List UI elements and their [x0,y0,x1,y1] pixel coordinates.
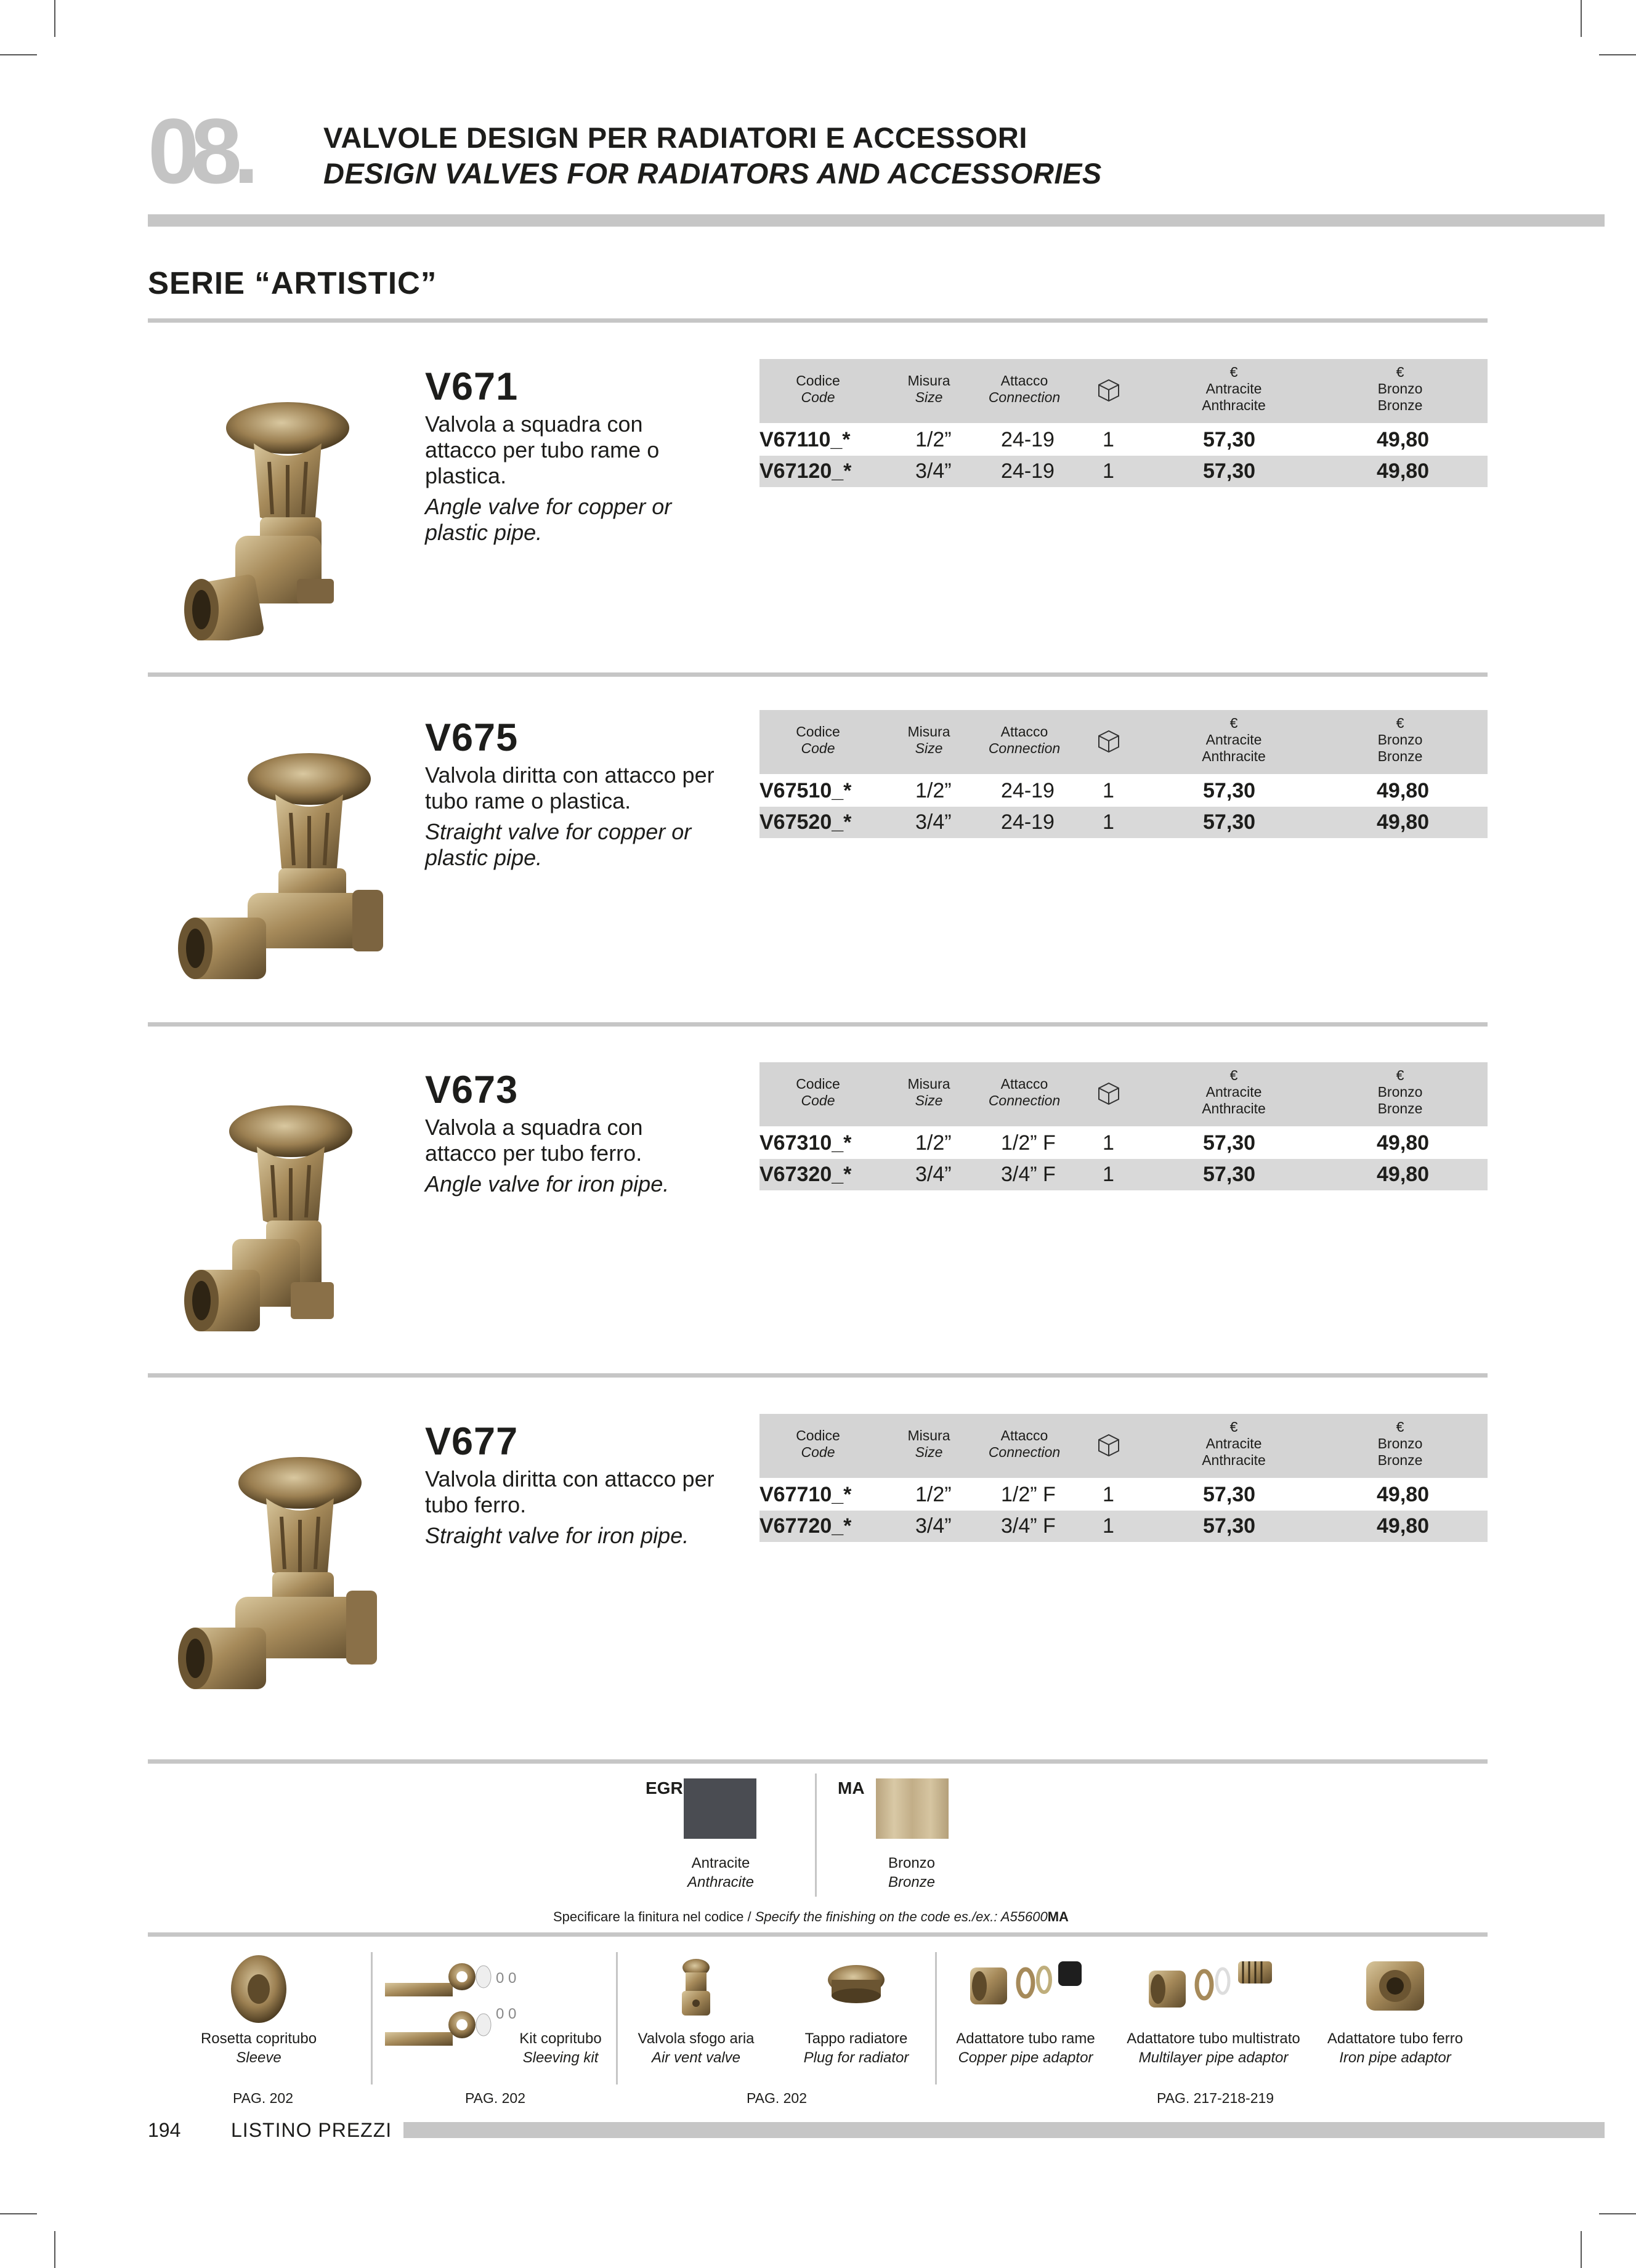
crop-mark [1599,54,1636,55]
product-description-en: Angle valve for iron pipe. [425,1171,670,1197]
th-size: Misura Size [907,1076,950,1108]
chapter-number: 08. [148,99,251,203]
page-ref: PAG. 217-218-219 [1157,2090,1274,2106]
header-bar [148,214,1605,227]
table-header [759,710,1488,774]
accessory-divider [371,1952,373,2084]
price-table [759,359,1488,487]
table-row: V67510_* 1/2” 24-19 1 57,30 49,80 [759,779,1430,802]
accessory-sleeve: Rosetta copritubo Sleeve [200,2030,317,2066]
th-bronze: € Bronzo Bronze [1377,715,1423,764]
copper-pipe-adaptor-image [967,1952,1084,2014]
product-code: V675 [425,716,519,759]
sleeve-image [228,1952,290,2026]
accessory-divider [935,1952,937,2084]
th-bronze: € Bronzo Bronze [1377,1067,1423,1116]
finish-code-egr: EGR [646,1778,683,1798]
th-size: Misura Size [907,1427,950,1460]
angle-valve-image [168,394,402,640]
chapter-title-en: DESIGN VALVES FOR RADIATORS AND ACCESSORIES [323,157,1102,190]
straight-valve-image [168,1449,402,1695]
product-code: V673 [425,1068,519,1112]
page-ref: PAG. 202 [233,2090,294,2106]
footer-label: LISTINO PREZZI [231,2119,392,2141]
crop-mark [54,2231,55,2268]
product-description-it: Valvola diritta con attacco per tubo rame o plastica. [425,762,715,813]
th-connection: Attacco Connection [988,1427,1061,1460]
product-code: V671 [425,365,519,408]
angle-valve-image [168,1097,402,1344]
product-description-en: Straight valve for copper or plastic pipe. [425,819,692,870]
footer-bar [403,2122,1605,2138]
finish-code-ma: MA [838,1778,865,1798]
series-title: SERIE “ARTISTIC” [148,265,437,301]
accessory-air-vent-valve: Valvola sfogo aria Air vent valve [638,2030,755,2066]
svg-text:0 0: 0 0 [496,1970,517,1987]
th-anthracite: € Antracite Anthracite [1202,364,1266,413]
section-divider [148,318,1488,323]
finish-divider [815,1774,817,1897]
th-connection: Attacco Connection [988,373,1061,405]
finish-swatch-anthracite [684,1778,756,1839]
crop-mark [54,0,55,37]
crop-mark [1581,2231,1582,2268]
product-description-it: Valvola diritta con attacco per tubo ferro. [425,1466,715,1517]
th-connection: Attacco Connection [988,724,1061,756]
crop-mark [0,54,37,55]
svg-text:0 0: 0 0 [496,2006,517,2022]
crop-mark [1599,2213,1636,2214]
finish-swatch-bronze [876,1778,949,1839]
accessory-sleeving-kit: Kit copritubo Sleeving kit [519,2030,602,2066]
product-description-it: Valvola a squadra con attacco per tubo ferro. [425,1115,643,1166]
finish-label-bronze: Bronzo Bronze [888,1855,936,1891]
product-description-en: Angle valve for copper or plastic pipe. [425,494,672,545]
table-row: V67110_* 1/2” 24-19 1 57,30 49,80 [759,428,1430,451]
price-table [759,710,1488,838]
box-icon [1096,728,1121,757]
crop-mark [0,2213,37,2214]
crop-mark [1581,0,1582,37]
page-number: 194 [148,2119,181,2141]
finish-note: Specificare la finitura nel codice / Specify the finishing on the code es./ex.: A55600MA [553,1909,1069,1924]
table-header [759,1062,1488,1126]
table-row: V67310_* 1/2” 1/2” F 1 57,30 49,80 [759,1131,1430,1155]
page-ref: PAG. 202 [465,2090,526,2106]
product-code: V677 [425,1420,519,1463]
section-divider [148,1373,1488,1378]
air-vent-valve-image [674,1955,718,2023]
th-anthracite: € Antracite Anthracite [1202,1419,1266,1468]
chapter-title-it: VALVOLE DESIGN PER RADIATORI E ACCESSORI [323,121,1027,154]
product-description-en: Straight valve for iron pipe. [425,1523,689,1548]
straight-valve-image [168,745,402,991]
accessory-copper-pipe-adaptor: Adattatore tubo rame Copper pipe adaptor [956,2030,1095,2066]
th-anthracite: € Antracite Anthracite [1202,715,1266,764]
accessory-multilayer-pipe-adaptor: Adattatore tubo multistrato Multilayer pipe adaptor [1127,2030,1300,2066]
iron-pipe-adaptor-image [1361,1955,1429,2017]
section-divider [148,1759,1488,1764]
th-code: Codice Code [796,373,840,405]
table-row: V67520_* 3/4” 24-19 1 57,30 49,80 [759,807,1488,838]
th-size: Misura Size [907,724,950,756]
accessory-radiator-plug: Tappo radiatore Plug for radiator [803,2030,909,2066]
multilayer-pipe-adaptor-image [1146,1949,1278,2017]
section-divider [148,672,1488,677]
accessory-iron-pipe-adaptor: Adattatore tubo ferro Iron pipe adaptor [1327,2030,1464,2066]
section-divider [148,1022,1488,1027]
section-divider [148,1932,1488,1937]
th-bronze: € Bronzo Bronze [1377,364,1423,413]
price-table [759,1414,1488,1542]
th-size: Misura Size [907,373,950,405]
table-row: V67710_* 1/2” 1/2” F 1 57,30 49,80 [759,1483,1430,1506]
th-anthracite: € Antracite Anthracite [1202,1067,1266,1116]
table-header [759,359,1488,423]
th-connection: Attacco Connection [988,1076,1061,1108]
box-icon [1096,1432,1121,1461]
box-icon [1096,1081,1121,1109]
table-row: V67720_* 3/4” 3/4” F 1 57,30 49,80 [759,1511,1488,1542]
th-code: Codice Code [796,1076,840,1108]
table-header [759,1414,1488,1478]
th-code: Codice Code [796,1427,840,1460]
th-code: Codice Code [796,724,840,756]
product-description-it: Valvola a squadra con attacco per tubo rame o plastica. [425,411,660,488]
box-icon [1096,377,1121,406]
table-row: V67320_* 3/4” 3/4” F 1 57,30 49,80 [759,1159,1488,1190]
price-table [759,1062,1488,1190]
table-row: V67120_* 3/4” 24-19 1 57,30 49,80 [759,456,1488,487]
finish-label-anthracite: Antracite Anthracite [687,1855,755,1891]
radiator-plug-image [825,1961,887,2011]
page-ref: PAG. 202 [747,2090,808,2106]
th-bronze: € Bronzo Bronze [1377,1419,1423,1468]
